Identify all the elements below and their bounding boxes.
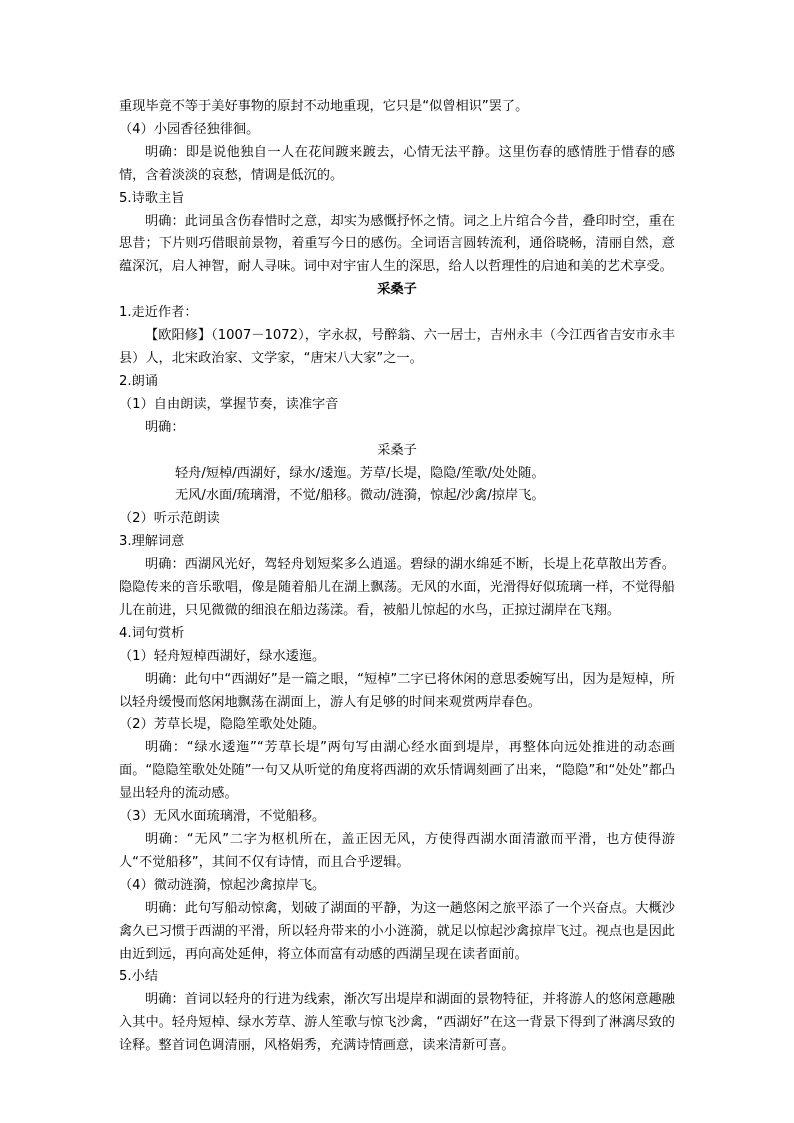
document-page	[119, 96, 675, 1058]
section-2-answer-label: 明确：	[145, 419, 185, 435]
poem-section-title: 采桑子	[377, 282, 417, 298]
section-3-heading: 3.理解词意	[119, 534, 185, 550]
section-5-answer: 明确：此词虽含伤春惜时之意，却实为感慨抒怀之情。词之上片绾合今昔，叠印时空，重在思昔；下片则巧借眼前景物，着重写今日的感伤。全词语言圆转流利，通俗晓畅，清丽自然，意蕴深沉，启人神智，耐人寻味。词中对宇宙人生的深思，给人以哲理性的启迪和美的艺术享受。	[119, 213, 675, 275]
item-4-answer: 明确：即是说他独自一人在花间踱来踱去，心情无法平静。这里伤春的感情胜于惜春的感情，含着淡淡的哀愁，情调是低沉的。	[119, 144, 675, 183]
section-2-item-1: （1）自由朗读，掌握节奏，读准字音	[119, 396, 339, 412]
section-4-answer-3: 明确：“无风”二字为枢机所在，盖正因无风，方使得西湖水面清澈而平滑，也方使得游人“不觉船移”，其间不仅有诗情，而且合乎逻辑。	[119, 832, 675, 870]
author-intro: 【欧阳修】（1007－1072），字永叔，号醉翁、六一居士，吉州永丰（今江西省吉安市永丰县）人，北宋政治家、文学家，“唐宋八大家”之一。	[119, 328, 675, 366]
intro-paragraph: 重现毕竟不等于美好事物的原封不动地重现，它只是“似曾相识”罢了。	[119, 99, 529, 114]
section-4-answer-2: 明确：“绿水逶迤”“芳草长堤”两句写由湖心经水面到堤岸，再整体向远处推进的动态画面。“隐隐笙歌处处随”一句又从听觉的角度将西湖的欢乐情调刻画了出来，“隐隐”和“处处”都凸显出轻舟的流动感。	[119, 740, 675, 802]
poem-line-2: 无风/水面/琉璃滑，不觉/船移。微动/涟漪，惊起/沙禽/掠岸飞。	[175, 488, 545, 504]
section-5-summary-heading: 5.小结	[119, 969, 158, 985]
section-4-question-1: （1）轻舟短棹西湖好，绿水逶迤。	[119, 648, 326, 664]
section-1-heading: 1.走近作者：	[119, 305, 198, 321]
section-2-heading: 2.朗诵	[119, 373, 158, 389]
section-4-question-2: （2）芳草长堤，隐隐笙歌处处随。	[119, 717, 326, 733]
section-4-heading: 4.词句赏析	[119, 625, 185, 641]
section-3-answer: 明确：西湖风光好，驾轻舟划短桨多么逍遥。碧绿的湖水绵延不断，长堤上花草散出芳香。隐隐传来的音乐歌唱，像是随着船儿在湖上飘荡。无风的水面，光滑得好似琉璃一样，不觉得船儿在前进，只见微微的细浪在船边荡漾。看，被船儿惊起的水鸟，正掠过湖岸在飞翔。	[119, 557, 675, 618]
item-4-question: （4）小园香径独徘徊。	[119, 121, 260, 137]
section-5-summary-answer: 明确：首词以轻舟的行进为线索，渐次写出堤岸和湖面的景物特征，并将游人的悠闲意趣融入其中。轻舟短棹、绿水芳草、游人笙歌与惊飞沙禽，“西湖好”在这一背景下得到了淋漓尽致的诠释。整首词色调清丽，风格娟秀，充满诗情画意，读来清新可喜。	[119, 992, 675, 1054]
section-5-heading: 5.诗歌主旨	[119, 190, 185, 206]
poem-title: 采桑子	[377, 442, 417, 458]
section-2-item-2: （2）听示范朗读	[119, 511, 220, 527]
section-4-question-3: （3）无风水面琉璃滑，不觉船移。	[119, 809, 326, 825]
section-4-answer-4: 明确：此句写船动惊禽，划破了湖面的平静，为这一趟悠闲之旅平添了一个兴奋点。大概沙禽久已习惯于西湖的平滑，所以轻舟带来的小小涟漪，就足以惊起沙禽掠岸飞过。视点也是因此由近到远，再向高处延伸，将立体而富有动感的西湖呈现在读者面前。	[119, 900, 675, 962]
poem-line-1: 轻舟/短棹/西湖好，绿水/逶迤。芳草/长堤，隐隐/笙歌/处处随。	[175, 465, 545, 481]
section-4-question-4: （4）微动涟漪，惊起沙禽掠岸飞。	[119, 877, 326, 893]
section-4-answer-1: 明确：此句中“西湖好”是一篇之眼，“短棹”二字已将休闲的意思委婉写出，因为是短棹，所以轻舟缓慢而悠闲地飘荡在湖面上，游人有足够的时间来观赏两岸春色。	[119, 671, 675, 710]
